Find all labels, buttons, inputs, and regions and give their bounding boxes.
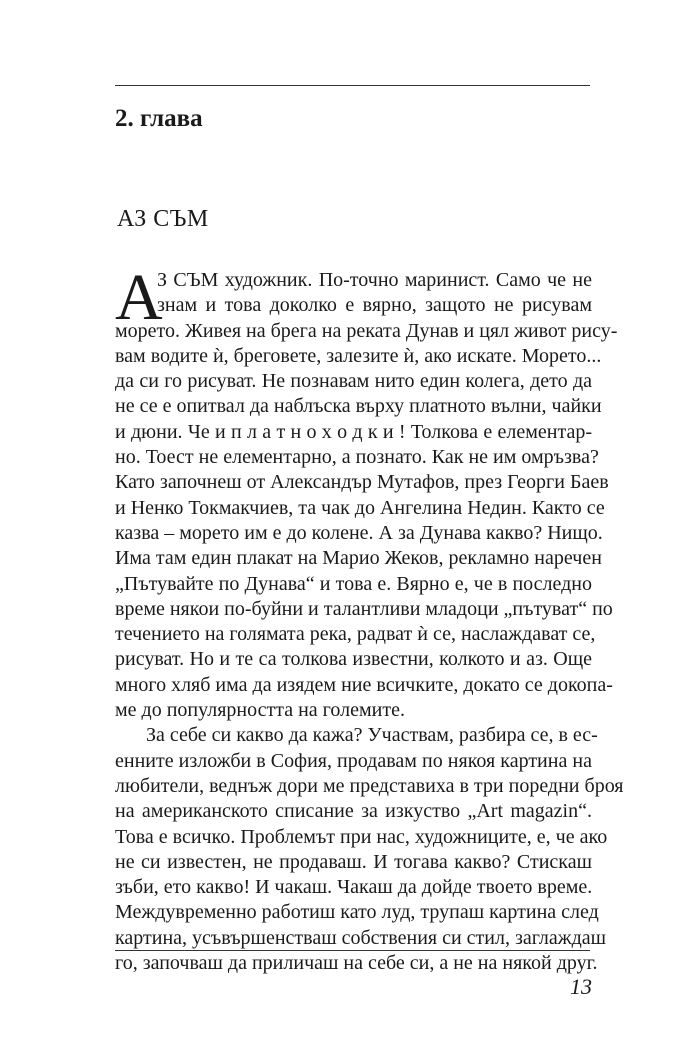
- text-line: знам и това доколко е вярно, защото не рисувам: [157, 294, 592, 317]
- text-line: Има там един плакат на Марио Жеков, рекламно наречен: [115, 547, 602, 570]
- text-line: да си го рисуват. Не познавам нито един колега, дето да: [115, 370, 592, 393]
- text-line: течението на голямата река, радват ѝ се, наслаждават се,: [115, 623, 596, 646]
- text-line: За себе си какво да кажа? Участвам, разбира се, в ес-: [146, 724, 598, 747]
- chapter-heading: 2. глава: [115, 105, 203, 132]
- text-line: Междувременно работиш като луд, трупаш картина след: [115, 901, 599, 924]
- text-line: зъби, ето какво! И чакаш. Чакаш да дойде твоето време.: [115, 876, 593, 899]
- text-line: не си известен, не продаваш. И тогава какво? Стискаш: [115, 850, 592, 873]
- top-rule: [115, 85, 590, 86]
- text-line: вам водите ѝ, бреговете, залезите ѝ, ако искате. Морето...: [115, 344, 602, 367]
- text-line: енните изложби в София, продавам по някоя картина на: [115, 749, 592, 772]
- text-line: любители, веднъж дори ме представиха в три поредни броя: [115, 774, 624, 797]
- text-line: казва – морето им е до колене. А за Дунава какво? Нищо.: [115, 521, 603, 544]
- body-text: [115, 261, 624, 976]
- text-line: рисуват. Но и те са толкова известни, колкото и аз. Още: [115, 648, 592, 671]
- text-line: го, започваш да приличаш на себе си, а не на някой друг.: [115, 952, 598, 975]
- section-title: АЗ СЪМ: [117, 206, 209, 232]
- text-line: на американското списание за изкуство „Art magazin“.: [115, 800, 592, 823]
- text-line: време някои по-буйни и талантливи младоци „пътуват“ по: [115, 597, 613, 620]
- text-line: морето. Живея на брега на реката Дунав и цял живот рису-: [115, 319, 618, 342]
- paragraph-last-line: ме до популярността на големите.: [115, 699, 405, 722]
- text-line: картина, усъвършенстваш собствения си стил, заглаждаш: [115, 926, 607, 949]
- page-number: 13: [570, 974, 592, 999]
- text-line: Като започнеш от Александър Мутафов, през Георги Баев: [115, 471, 609, 494]
- text-line: не се е опитвал да наблъска върху платното вълни, чайки: [115, 395, 602, 418]
- bottom-rule: [115, 950, 590, 951]
- text-line: Това е всичко. Проблемът при нас, художниците, е, че ако: [115, 825, 608, 848]
- text-line: и Ненко Токмакчиев, та чак до Ангелина Недин. Както се: [115, 496, 605, 519]
- text-line: но. Тоест не елементарно, а познато. Как не им омръзва?: [115, 446, 599, 469]
- text-line: З СЪМ художник. По-точно маринист. Само че не: [157, 269, 592, 291]
- text-line: „Пътувайте по Дунава“ и това е. Вярно е, че в последно: [115, 572, 592, 595]
- text-line: и дюни. Че и п л а т н о х о д к и ! Толкова е елементар-: [115, 420, 592, 443]
- text-line: много хляб има да изядем ние всичките, докато се докопа-: [115, 673, 613, 696]
- drop-cap: А: [115, 261, 163, 334]
